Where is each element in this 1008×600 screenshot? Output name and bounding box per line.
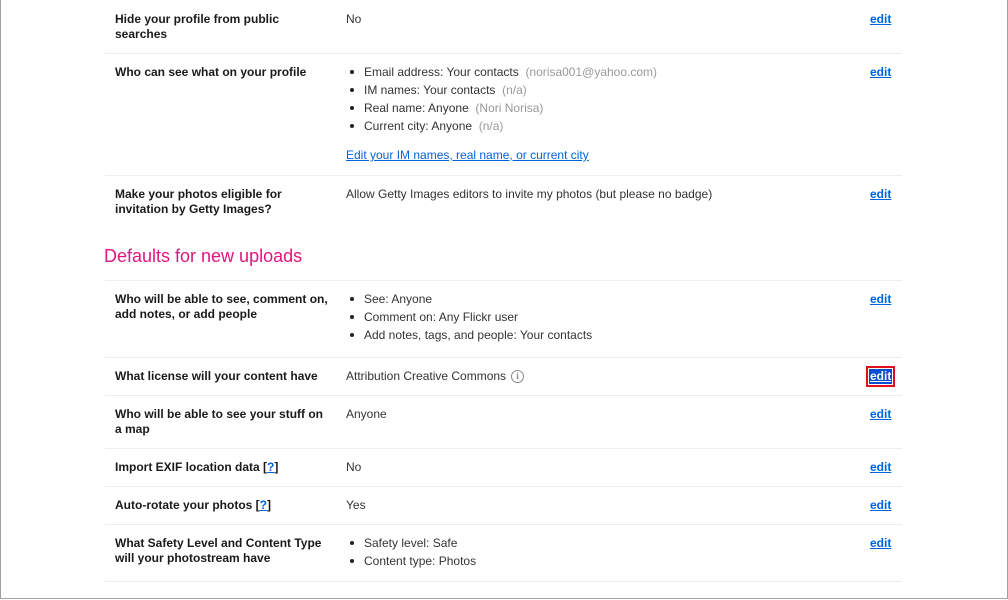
row-divider [105, 280, 902, 281]
upload-permissions-list [346, 290, 592, 344]
list-item: Add notes, tags, and people: Your contacts [364, 328, 593, 342]
exif-help-link[interactable]: ? [267, 460, 275, 474]
safety-list [346, 534, 476, 570]
row-divider [105, 395, 902, 396]
hide-profile-label: Hide your profile from public searches [115, 12, 280, 41]
edit-profile-visibility-button[interactable]: edit [870, 65, 892, 79]
license-value: Attribution Creative Commons i [346, 367, 524, 385]
getty-label: Make your photos eligible for invitation by Getty Images? [115, 187, 282, 216]
list-item: Real name: Anyone (Nori Norisa) [364, 99, 657, 117]
edit-safety-button[interactable]: edit [870, 536, 892, 550]
list-item: Content type: Photos [364, 554, 477, 568]
safety-label: What Safety Level and Content Type will your photostream have [115, 536, 322, 565]
list-item: IM names: Your contacts (n/a) [364, 81, 657, 99]
exif-value: No [346, 460, 362, 474]
list-item: Safety level: Safe [364, 534, 476, 552]
auto-rotate-value: Yes [346, 498, 366, 512]
getty-value: Allow Getty Images editors to invite my photos (but please no badge) [346, 187, 713, 201]
edit-hide-profile-button[interactable]: edit [870, 12, 892, 26]
row-divider [105, 486, 902, 487]
edit-map-visibility-button[interactable]: edit [870, 407, 892, 421]
profile-visibility-label: Who can see what on your profile [115, 65, 307, 79]
row-divider [105, 581, 902, 582]
profile-visibility-list [346, 63, 657, 135]
row-divider [105, 357, 902, 358]
row-divider [105, 53, 902, 54]
row-divider [105, 448, 902, 449]
auto-rotate-label: Auto-rotate your photos [?] [115, 498, 272, 512]
row-divider [105, 175, 902, 176]
edit-profile-details-link[interactable]: Edit your IM names, real name, or current city [346, 148, 589, 162]
auto-rotate-help-link[interactable]: ? [259, 498, 268, 512]
edit-exif-button[interactable]: edit [870, 460, 892, 474]
info-icon[interactable]: i [511, 370, 524, 383]
list-item: Comment on: Any Flickr user [364, 308, 592, 326]
license-label: What license will your content have [115, 369, 318, 383]
list-item: Current city: Anyone (n/a) [364, 117, 657, 135]
exif-label: Import EXIF location data [?] [115, 460, 279, 474]
map-visibility-value: Anyone [346, 407, 387, 421]
edit-upload-permissions-button[interactable]: edit [870, 292, 892, 306]
list-item: See: Anyone [364, 290, 592, 308]
edit-license-button[interactable]: edit [870, 369, 892, 383]
edit-auto-rotate-button[interactable]: edit [870, 498, 892, 512]
map-visibility-label: Who will be able to see your stuff on a map [115, 407, 324, 436]
section-title: Defaults for new uploads [104, 246, 303, 266]
list-item: Email address: Your contacts (norisa001@yahoo.com) [364, 65, 658, 79]
hide-profile-value: No [346, 12, 362, 26]
row-divider [105, 524, 902, 525]
upload-permissions-label: Who will be able to see, comment on, add notes, or add people [115, 292, 328, 321]
edit-getty-button[interactable]: edit [870, 187, 892, 201]
